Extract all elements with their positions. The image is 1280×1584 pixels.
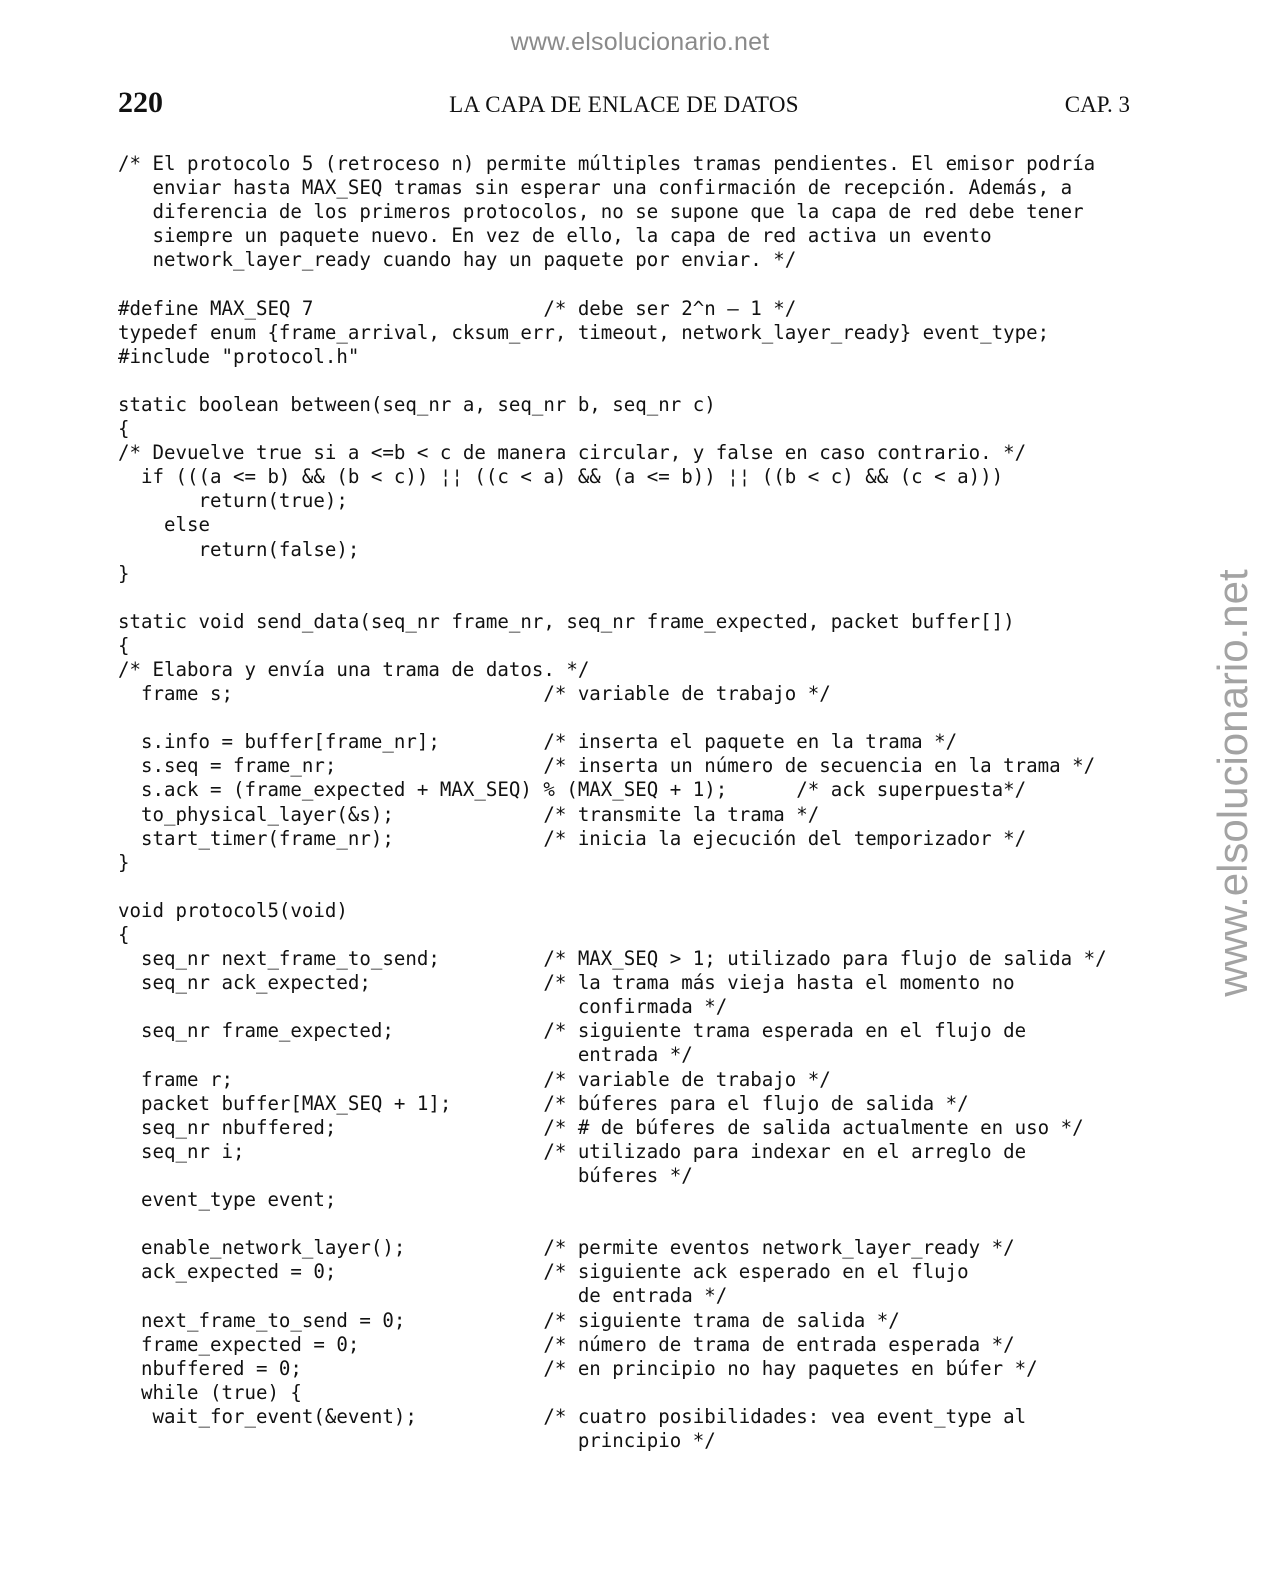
code-line: s.ack = (frame_expected + MAX_SEQ) % (MAX_SEQ + 1); /* ack superpuesta*/ — [118, 778, 1027, 802]
code-line — [118, 1212, 1128, 1236]
code-line: } — [118, 561, 130, 585]
code-line: network_layer_ready cuando hay un paquete por enviar. */ — [118, 248, 797, 272]
code-line: return(true); — [118, 489, 348, 513]
code-line: s.info = buffer[frame_nr]; /* inserta el paquete en la trama */ — [118, 730, 958, 754]
code-line — [118, 706, 1128, 730]
code-line: nbuffered = 0; /* en principio no hay paquetes en búfer */ — [118, 1356, 1038, 1380]
code-line: entrada */ — [118, 1043, 693, 1067]
code-line: frame_expected = 0; /* número de trama de entrada esperada */ — [118, 1332, 1015, 1356]
code-line: búferes */ — [118, 1163, 693, 1187]
watermark-side: www.elsolucionario.net — [1209, 569, 1256, 997]
code-line — [118, 875, 1128, 899]
code-line: seq_nr i; /* utilizado para indexar en el arreglo de — [118, 1139, 1027, 1163]
code-line: #define MAX_SEQ 7 /* debe ser 2^n – 1 */ — [118, 296, 797, 320]
code-line: to_physical_layer(&s); /* transmite la trama */ — [118, 802, 820, 826]
code-line: s.seq = frame_nr; /* inserta un número de secuencia en la trama */ — [118, 754, 1096, 778]
code-line: while (true) { — [118, 1380, 302, 1404]
page-header — [118, 86, 1130, 126]
code-line: /* El protocolo 5 (retroceso n) permite múltiples tramas pendientes. El emisor podría — [118, 152, 1096, 175]
code-line: principio */ — [118, 1428, 716, 1452]
code-line: /* Elabora y envía una trama de datos. */ — [118, 657, 590, 681]
code-line: enviar hasta MAX_SEQ tramas sin esperar una confirmación de recepción. Además, a — [118, 176, 1073, 200]
code-line: { — [118, 923, 130, 946]
code-line — [118, 272, 1128, 296]
code-line: next_frame_to_send = 0; /* siguiente trama de salida */ — [118, 1308, 900, 1332]
code-line: seq_nr next_frame_to_send; /* MAX_SEQ > 1; utilizado para flujo de salida */ — [118, 947, 1107, 971]
code-line: wait_for_event(&event); /* cuatro posibilidades: vea event_type al — [118, 1404, 1027, 1428]
code-line: static boolean between(seq_nr a, seq_nr b, seq_nr c) — [118, 392, 716, 416]
code-line: de entrada */ — [118, 1284, 728, 1308]
code-line: { — [118, 417, 130, 441]
code-line: event_type event; — [118, 1188, 337, 1212]
code-line: void protocol5(void) — [118, 898, 348, 922]
code-line: siempre un paquete nuevo. En vez de ello, la capa de red activa un evento — [118, 224, 992, 248]
code-line: else — [118, 513, 210, 537]
running-title: LA CAPA DE ENLACE DE DATOS — [449, 92, 799, 117]
code-line — [118, 369, 1128, 393]
code-line: confirmada */ — [118, 995, 728, 1019]
code-line: /* Devuelve true si a <=b < c de manera circular, y false en caso contrario. */ — [118, 441, 1027, 465]
code-line: seq_nr frame_expected; /* siguiente trama esperada en el flujo de — [118, 1019, 1027, 1043]
code-line: } — [118, 850, 130, 874]
code-line — [118, 586, 1128, 610]
code-line: static void send_data(seq_nr frame_nr, seq_nr frame_expected, packet buffer[]) — [118, 609, 1015, 633]
page-number: 220 — [118, 86, 163, 119]
code-line: frame s; /* variable de trabajo */ — [118, 682, 831, 706]
code-line: packet buffer[MAX_SEQ + 1]; /* búferes para el flujo de salida */ — [118, 1091, 969, 1115]
code-line: #include "protocol.h" — [118, 344, 360, 368]
watermark-top: www.elsolucionario.net — [510, 28, 770, 56]
chapter-label: CAP. 3 — [1064, 92, 1130, 117]
code-listing — [118, 152, 1128, 1453]
code-line: return(false); — [118, 537, 360, 561]
code-line: seq_nr nbuffered; /* # de búferes de salida actualmente en uso */ — [118, 1115, 1084, 1139]
code-line: typedef enum {frame_arrival, cksum_err, timeout, network_layer_ready} event_type; — [118, 320, 1050, 344]
code-line: if (((a <= b) && (b < c)) ¦¦ ((c < a) && (a <= b)) ¦¦ ((b < c) && (c < a))) — [118, 465, 1004, 489]
code-line: { — [118, 633, 130, 657]
code-line: enable_network_layer(); /* permite eventos network_layer_ready */ — [118, 1236, 1015, 1260]
code-line: ack_expected = 0; /* siguiente ack esperado en el flujo — [118, 1260, 969, 1284]
code-line: diferencia de los primeros protocolos, no se supone que la capa de red debe tener — [118, 200, 1084, 224]
code-line: frame r; /* variable de trabajo */ — [118, 1067, 831, 1091]
code-line: seq_nr ack_expected; /* la trama más vieja hasta el momento no — [118, 971, 1015, 995]
code-line: start_timer(frame_nr); /* inicia la ejecución del temporizador */ — [118, 826, 1027, 850]
